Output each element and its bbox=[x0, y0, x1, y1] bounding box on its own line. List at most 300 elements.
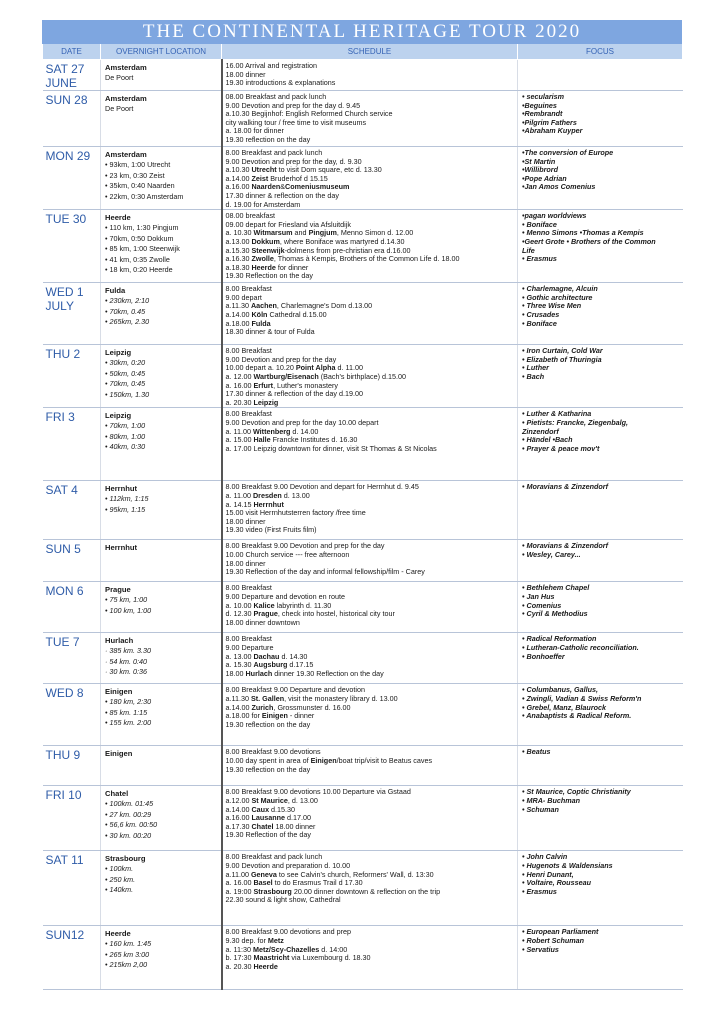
route-leg: • 100 km, 1:00 bbox=[105, 605, 152, 615]
route-leg: • 93km, 1:00 Utrecht bbox=[105, 160, 171, 169]
focus-item: •Jan Amos Comenius bbox=[522, 182, 596, 192]
focus-cell bbox=[518, 147, 683, 210]
schedule-line: 18.00 dinner downtown bbox=[225, 617, 300, 627]
date-text: SAT 27 bbox=[45, 62, 85, 76]
place-name: Halle bbox=[253, 435, 271, 445]
route-leg: • 265 km 3:00 bbox=[105, 949, 150, 959]
focus-item: • MRA- Buchman bbox=[522, 795, 581, 805]
schedule-line: 18.30 dinner & tour of Fulda bbox=[225, 327, 315, 337]
table-row bbox=[43, 540, 683, 582]
schedule-line: a. 11.00 Dresden d. 13.00 bbox=[225, 490, 310, 500]
focus-item: •Pope Adrian bbox=[522, 173, 567, 183]
route-leg: • 70km, 0.45 bbox=[105, 306, 146, 316]
route-leg: • 140km. bbox=[105, 885, 134, 895]
route-leg: • 75 km, 1:00 bbox=[105, 595, 148, 605]
focus-cell bbox=[518, 746, 683, 786]
schedule-line: 19.30 introductions & explanations bbox=[225, 78, 336, 88]
route-leg: • 265km, 2.30 bbox=[105, 317, 150, 327]
focus-item: • Three Wise Men bbox=[522, 301, 582, 311]
location-name: Heerde bbox=[105, 213, 131, 223]
route-leg: • 95km, 1:15 bbox=[105, 504, 146, 514]
schedule-cell bbox=[222, 851, 518, 926]
schedule-line: 8.00 Breakfast 9.00 devotions and prep bbox=[225, 927, 351, 937]
date-text: SUN 5 bbox=[45, 542, 81, 557]
schedule-line: 9.00 Devotion and prep for the day bbox=[225, 354, 337, 364]
location-name: Amsterdam bbox=[105, 150, 147, 159]
schedule-line: 9.00 Departure bbox=[225, 642, 274, 652]
schedule-cell bbox=[222, 481, 518, 540]
date-text: JULY bbox=[45, 299, 74, 314]
focus-item: • Luther bbox=[522, 363, 549, 373]
schedule-line: 9.30 dep. for Metz bbox=[225, 935, 284, 945]
date-text: WED 8 bbox=[45, 686, 84, 701]
route-leg: • 100km. 01:45 bbox=[105, 799, 154, 809]
schedule-line: b. 17:30 Maastricht via Luxembourg d. 18.30 bbox=[225, 953, 371, 963]
focus-item: • Gothic architecture bbox=[522, 292, 593, 302]
schedule-line: 9.00 Devotion and prep for the day d. 9.45 bbox=[225, 100, 361, 110]
focus-cell bbox=[518, 786, 683, 851]
focus-item: Life bbox=[522, 245, 535, 255]
location-name: Einigen bbox=[105, 687, 133, 697]
date-text: SAT 11 bbox=[45, 853, 84, 868]
schedule-line: 19.30 Reflection of the day bbox=[225, 830, 312, 840]
route-leg: • 41 km, 0:35 Zwolle bbox=[105, 254, 170, 264]
route-leg: • 30km, 0:20 bbox=[105, 358, 146, 368]
schedule-line: a.15.30 Steenwijk-dolmens from pre-christian era d.16.00 bbox=[225, 245, 411, 255]
schedule-line: 8.00 Breakfast 9.00 devotions bbox=[225, 747, 321, 757]
place-name: Metz bbox=[267, 935, 284, 945]
location-name: Leipzig bbox=[105, 411, 132, 421]
table-row bbox=[43, 283, 683, 345]
schedule-line: a.16.00 Lausanne d.17.00 bbox=[225, 813, 312, 823]
focus-item: • Servatius bbox=[522, 944, 559, 954]
schedule-line: 17.30 dinner & reflection of the day d.19.00 bbox=[225, 389, 363, 399]
location-cell bbox=[101, 582, 222, 633]
focus-item: • Zwingli, Vadian & Swiss Reform'n bbox=[522, 693, 642, 703]
schedule-cell bbox=[222, 345, 518, 408]
location-name: Amsterdam bbox=[105, 63, 147, 72]
focus-cell bbox=[518, 926, 683, 990]
place-name: Heerde bbox=[251, 262, 276, 272]
tour-table bbox=[42, 44, 683, 990]
focus-item: • Pietists: Francke, Ziegenbalg, bbox=[522, 417, 628, 427]
table-row bbox=[43, 746, 683, 786]
schedule-line: 15.00 visit Herrnhutsterren factory /free time bbox=[225, 508, 366, 518]
place-name: Aachen bbox=[250, 301, 277, 311]
date-text: TUE 30 bbox=[45, 212, 87, 227]
route-leg: • 80km, 1:00 bbox=[105, 431, 146, 441]
route-leg: • 85 km, 1:00 Steenwijk bbox=[105, 244, 180, 254]
schedule-line: a. 13.00 Dachau d. 14.30 bbox=[225, 651, 308, 661]
schedule-line: 8.00 Breakfast 9.00 devotions 10.00 Departure via Gstaad bbox=[225, 787, 411, 797]
location-cell bbox=[101, 210, 222, 283]
location-name: Herrnhut bbox=[105, 543, 138, 553]
schedule-line: a. 11:30 Metz/Scy-Chazelles d. 14:00 bbox=[225, 944, 348, 954]
route-leg: • 70km, 1:00 bbox=[105, 421, 146, 431]
focus-item: • Grebel, Manz, Blaurock bbox=[522, 702, 606, 712]
focus-item: • Cyril & Methodius bbox=[522, 609, 588, 619]
focus-item: • Prayer & peace mov't bbox=[522, 443, 600, 453]
location-cell bbox=[101, 345, 222, 408]
schedule-line: 8.00 Breakfast bbox=[225, 583, 272, 593]
location-name: Hurlach bbox=[105, 636, 134, 646]
date-text: WED 1 bbox=[45, 285, 84, 300]
focus-cell bbox=[518, 345, 683, 408]
date-cell bbox=[43, 60, 101, 91]
place-name: Zwolle bbox=[251, 254, 274, 264]
schedule-line: a.18.00 Fulda bbox=[225, 318, 271, 328]
route-leg: • 70km, 0:50 Dokkum bbox=[105, 233, 174, 243]
focus-item: •Rembrandt bbox=[522, 109, 563, 119]
focus-item: • European Parliament bbox=[522, 927, 599, 937]
focus-item: • Bethlehem Chapel bbox=[522, 583, 590, 593]
place-name: Einigen bbox=[310, 755, 337, 765]
schedule-line: 19.30 reflection on the day bbox=[225, 134, 311, 144]
location-cell bbox=[101, 746, 222, 786]
focus-item: • Bach bbox=[522, 371, 545, 381]
focus-cell bbox=[518, 540, 683, 582]
focus-cell bbox=[518, 582, 683, 633]
place-name: Basel bbox=[253, 878, 273, 888]
date-text: SAT 4 bbox=[45, 483, 78, 498]
focus-item: • Crusades bbox=[522, 309, 560, 319]
schedule-line: 8.00 Breakfast bbox=[225, 346, 272, 356]
schedule-line: 18.00 Hurlach dinner 19.30 Reflection on the day bbox=[225, 668, 384, 678]
location-cell bbox=[101, 91, 222, 147]
route-leg: • 180 km, 2:30 bbox=[105, 697, 152, 707]
schedule-line: 09.00 depart for Friesland via Afsluitdijk bbox=[225, 219, 351, 229]
schedule-line: a.14.00 Zeist Bruderhof d 15.15 bbox=[225, 173, 328, 183]
location-name: Prague bbox=[105, 585, 131, 595]
location-cell bbox=[101, 60, 222, 91]
route-leg: • 230km, 2:10 bbox=[105, 296, 150, 306]
route-leg: • 250 km. bbox=[105, 874, 136, 884]
focus-item: • Radical Reformation bbox=[522, 634, 597, 644]
place-name: Köln bbox=[251, 309, 268, 319]
focus-item: Zinzendorf bbox=[522, 426, 559, 436]
schedule-line: city walking tour / free time to visit museums bbox=[225, 117, 367, 127]
route-leg: • 150km, 1.30 bbox=[105, 389, 150, 399]
schedule-cell bbox=[222, 684, 518, 746]
focus-cell bbox=[518, 633, 683, 684]
place-name: Dresden bbox=[252, 490, 282, 500]
schedule-line: 17.30 dinner & reflection on the day bbox=[225, 190, 339, 200]
schedule-line: a. 11.00 Wittenberg d. 14.00 bbox=[225, 426, 319, 436]
schedule-cell bbox=[222, 408, 518, 481]
focus-item: •Geert Grote • Brothers of the Common bbox=[522, 236, 656, 246]
focus-item: •St Martin bbox=[522, 156, 556, 166]
schedule-line: 19.30 reflection on the day bbox=[225, 719, 311, 729]
schedule-line: 8.00 Breakfast 9.00 Departure and devotion bbox=[225, 685, 365, 695]
date-text: FRI 10 bbox=[45, 788, 82, 803]
date-cell bbox=[43, 684, 101, 746]
focus-item: • Erasmus bbox=[522, 886, 557, 896]
route-leg: · 385 km. 3.30 bbox=[105, 646, 151, 656]
header-schedule: SCHEDULE bbox=[222, 44, 518, 60]
table-row bbox=[43, 851, 683, 926]
route-leg: • 50km, 0:45 bbox=[105, 368, 146, 378]
header-date: DATE bbox=[43, 44, 101, 60]
schedule-cell bbox=[222, 91, 518, 147]
schedule-line: 19.30 reflection on the day bbox=[225, 764, 311, 774]
focus-item: •Willibrord bbox=[522, 165, 558, 175]
schedule-line: 9.00 Devotion and preparation d. 10.00 bbox=[225, 860, 351, 870]
place-name: Geneva bbox=[250, 869, 277, 879]
date-text: SUN12 bbox=[45, 928, 85, 943]
focus-item: •Pilgrim Fathers bbox=[522, 117, 577, 127]
focus-cell bbox=[518, 91, 683, 147]
place-name: Wartburg/Eisenach bbox=[253, 371, 319, 381]
schedule-cell bbox=[222, 147, 518, 210]
date-text: THU 2 bbox=[45, 347, 81, 362]
focus-item: •Beguines bbox=[522, 100, 557, 110]
schedule-line: 8.00 Breakfast bbox=[225, 634, 272, 644]
date-cell bbox=[43, 926, 101, 990]
focus-item: • Henri Dunant, bbox=[522, 869, 574, 879]
route-leg: • 215km 2,00 bbox=[105, 960, 148, 970]
schedule-cell bbox=[222, 283, 518, 345]
place-name: Dokkum bbox=[251, 236, 280, 246]
focus-cell bbox=[518, 408, 683, 481]
date-cell bbox=[43, 91, 101, 147]
route-leg: • 112km, 1:15 bbox=[105, 494, 149, 504]
focus-item: • St Maurice, Coptic Christianity bbox=[522, 787, 631, 797]
schedule-cell bbox=[222, 926, 518, 990]
date-cell bbox=[43, 851, 101, 926]
page-title: THE CONTINENTAL HERITAGE TOUR 2020 bbox=[42, 20, 682, 44]
place-name: Zurich bbox=[251, 702, 274, 712]
table-body bbox=[43, 60, 683, 990]
date-cell bbox=[43, 283, 101, 345]
place-name: Steenwijk bbox=[251, 245, 285, 255]
place-name: Wittenberg bbox=[252, 426, 291, 436]
schedule-line: a.11.30 St. Gallen, visit the monastery library d. 13.00 bbox=[225, 693, 398, 703]
location-cell bbox=[101, 633, 222, 684]
schedule-line: 19.30 Reflection of the day and informal fellowship/film - Carey bbox=[225, 567, 425, 577]
schedule-line: 8.00 Breakfast 9.00 Devotion and prep for the day bbox=[225, 541, 385, 551]
schedule-line: 9.00 depart bbox=[225, 292, 262, 302]
schedule-line: 18.00 dinner bbox=[225, 516, 266, 526]
date-cell bbox=[43, 633, 101, 684]
date-cell bbox=[43, 408, 101, 481]
route-leg: · 30 km. 0:36 bbox=[105, 667, 147, 677]
schedule-line: d. 19.00 for Amsterdam bbox=[225, 199, 301, 209]
place-name: Pingjum bbox=[308, 228, 337, 238]
focus-item: • Bonhoeffer bbox=[522, 651, 565, 661]
header-location: OVERNIGHT LOCATION bbox=[101, 44, 222, 60]
schedule-line: a. 17.00 Leipzig downtown for dinner, visit St Thomas & St Nicolas bbox=[225, 443, 437, 453]
schedule-line: 8.00 Breakfast and pack lunch bbox=[225, 852, 323, 862]
route-leg: • 160 km. 1:45 bbox=[105, 939, 152, 949]
schedule-line: a. 20.30 Heerde bbox=[225, 961, 278, 971]
place-name: Witmarsum bbox=[253, 228, 293, 238]
date-cell bbox=[43, 210, 101, 283]
table-header-row bbox=[43, 44, 683, 60]
place-name: Leipzig bbox=[253, 397, 279, 407]
route-leg: • 100km. bbox=[105, 864, 134, 874]
location-cell bbox=[101, 540, 222, 582]
schedule-line: a.14.00 Zurich, Grossmunster d. 16.00 bbox=[225, 702, 351, 712]
schedule-line: a.16.00 Naarden&Comeniusmuseum bbox=[225, 182, 350, 192]
place-name: Hurlach bbox=[245, 668, 273, 678]
table-row bbox=[43, 481, 683, 540]
location-cell bbox=[101, 481, 222, 540]
location-name: Fulda bbox=[105, 286, 126, 296]
schedule-line: 9.00 Departure and devotion en route bbox=[225, 591, 345, 601]
table-row bbox=[43, 147, 683, 210]
route-leg: • 18 km, 0:20 Heerde bbox=[105, 265, 173, 275]
schedule-cell bbox=[222, 633, 518, 684]
table-row bbox=[43, 684, 683, 746]
schedule-cell bbox=[222, 582, 518, 633]
focus-item: • Menno Simons •Thomas a Kempis bbox=[522, 228, 644, 238]
focus-item: • secularism bbox=[522, 92, 565, 101]
focus-item: • Erasmus bbox=[522, 254, 557, 264]
focus-item: • Charlemagne, Alcuin bbox=[522, 284, 598, 294]
location-name: Herrnhut bbox=[105, 484, 138, 494]
focus-item: • Schuman bbox=[522, 804, 559, 814]
table-row bbox=[43, 633, 683, 684]
schedule-line: a.13.00 Dokkum, where Boniface was martyred d.14.30 bbox=[225, 236, 405, 246]
schedule-line: a. 15.00 Halle Francke Institutes d. 16.30 bbox=[225, 435, 358, 445]
date-text: MON 6 bbox=[45, 584, 84, 599]
schedule-line: a. 16.00 Basel to do Erasmus Trail d 17.30 bbox=[225, 878, 363, 888]
place-name: St Maurice bbox=[251, 795, 288, 805]
schedule-line: a. 20.30 Leipzig bbox=[225, 397, 279, 407]
date-text: SUN 28 bbox=[45, 93, 88, 107]
place-name: Kalice bbox=[253, 600, 275, 610]
date-cell bbox=[43, 345, 101, 408]
schedule-line: a.10.30 Utrecht to visit Dom square, etc d. 13.30 bbox=[225, 165, 382, 175]
schedule-cell bbox=[222, 746, 518, 786]
focus-item: • Robert Schuman bbox=[522, 935, 585, 945]
date-text: FRI 3 bbox=[45, 410, 75, 425]
focus-cell bbox=[518, 684, 683, 746]
schedule-line: a.12.00 St Maurice, d. 13.00 bbox=[225, 795, 318, 805]
table-row bbox=[43, 60, 683, 91]
place-name: Dachau bbox=[253, 651, 280, 661]
schedule-line: 22.30 sound & light show, Cathedral bbox=[225, 895, 341, 905]
route-leg: • 23 km, 0:30 Zeist bbox=[105, 170, 165, 180]
schedule-line: a.17.30 Chatel 18.00 dinner bbox=[225, 821, 316, 831]
place-name: Point Alpha bbox=[295, 363, 336, 373]
place-name: Chatel bbox=[251, 821, 274, 831]
place-name: Heerde bbox=[253, 961, 278, 971]
schedule-line: 19.30 video (First Fruits film) bbox=[225, 525, 317, 535]
schedule-line: 18.00 dinner bbox=[225, 558, 266, 568]
location-cell bbox=[101, 851, 222, 926]
schedule-line: a.11.30 Aachen, Charlemagne's Dom d.13.00 bbox=[225, 301, 373, 311]
location-venue: De Poort bbox=[105, 104, 134, 113]
schedule-line: 9.00 Devotion and prep for the day 10.00 depart bbox=[225, 417, 379, 427]
location-cell bbox=[101, 926, 222, 990]
focus-cell bbox=[518, 481, 683, 540]
focus-item: • Moravians & Zinzendorf bbox=[522, 541, 608, 551]
schedule-line: a. 10.00 Kalice labyrinth d. 11.30 bbox=[225, 600, 332, 610]
place-name: Comeniusmuseum bbox=[285, 182, 350, 192]
route-leg: · 54 km. 0:40 bbox=[105, 656, 147, 666]
route-leg: • 85 km. 1:15 bbox=[105, 707, 148, 717]
date-cell bbox=[43, 540, 101, 582]
schedule-line: a. 19:00 Strasbourg 20.00 dinner downtown & reflection on the trip bbox=[225, 886, 441, 896]
date-cell bbox=[43, 746, 101, 786]
focus-item: • Comenius bbox=[522, 600, 562, 610]
schedule-line: 19.30 Reflection on the day bbox=[225, 271, 314, 281]
focus-item: • Iron Curtain, Cold War bbox=[522, 346, 603, 356]
location-name: Leipzig bbox=[105, 348, 132, 358]
focus-cell bbox=[518, 210, 683, 283]
location-cell bbox=[101, 408, 222, 481]
schedule-line: a. 15.30 Augsburg d.17.15 bbox=[225, 660, 314, 670]
route-leg: • 22km, 0:30 Amsterdam bbox=[105, 191, 184, 201]
focus-item: • Wesley, Carey... bbox=[522, 549, 581, 559]
date-text: JUNE bbox=[45, 76, 77, 90]
schedule-line: a.18.30 Heerde for dinner bbox=[225, 262, 309, 272]
route-leg: • 70km, 0:45 bbox=[105, 379, 146, 389]
place-name: Augsburg bbox=[253, 660, 288, 670]
place-name: Strasbourg bbox=[253, 886, 292, 896]
table-row bbox=[43, 210, 683, 283]
location-name: Amsterdam bbox=[105, 94, 147, 103]
date-text: TUE 7 bbox=[45, 635, 80, 650]
route-leg: • 30 km. 00:20 bbox=[105, 830, 152, 840]
table-row bbox=[43, 408, 683, 481]
schedule-cell bbox=[222, 786, 518, 851]
schedule-line: 8.00 Breakfast 9.00 Devotion and depart for Herrnhut d. 9.45 bbox=[225, 482, 419, 492]
focus-item: • Jan Hus bbox=[522, 591, 555, 601]
schedule-line: 10.00 day spent in area of Einigen/boat trip/visit to Beatus caves bbox=[225, 755, 433, 765]
date-cell bbox=[43, 786, 101, 851]
focus-item: • Anabaptists & Radical Reform. bbox=[522, 711, 632, 721]
place-name: Naarden bbox=[251, 182, 281, 192]
schedule-line: a.11.00 Geneva to see Calvin's church, Reformers' Wall, d. 13:30 bbox=[225, 869, 434, 879]
schedule-line: d. 12.30 Prague, check into hostel, historical city tour bbox=[225, 609, 395, 619]
focus-item: • Hugenots & Waldensians bbox=[522, 860, 613, 870]
schedule-line: a.14.00 Köln Cathedral d.15.00 bbox=[225, 309, 327, 319]
schedule-line: a. 10.30 Witmarsum and Pingjum, Menno Simon d. 12.00 bbox=[225, 228, 414, 238]
place-name: Caux bbox=[251, 804, 270, 814]
schedule-line: 08.00 Breakfast and pack lunch bbox=[225, 92, 327, 101]
focus-item: • Beatus bbox=[522, 747, 551, 757]
place-name: Metz/Scy-Chazelles bbox=[252, 944, 320, 954]
location-name: Einigen bbox=[105, 749, 133, 759]
date-text: MON 29 bbox=[45, 149, 91, 163]
location-cell bbox=[101, 147, 222, 210]
focus-item: • Luther & Katharina bbox=[522, 409, 592, 419]
schedule-line: a.10.30 Begijnhof: English Reformed Church service bbox=[225, 109, 393, 119]
route-leg: • 35km, 0:40 Naarden bbox=[105, 181, 175, 190]
focus-item: • Voltaire, Rousseau bbox=[522, 878, 591, 888]
date-cell bbox=[43, 147, 101, 210]
schedule-line: 8.00 Breakfast and pack lunch bbox=[225, 148, 323, 157]
place-name: Lausanne bbox=[251, 813, 286, 823]
schedule-line: a.18.00 for Einigen - dinner bbox=[225, 711, 315, 721]
focus-item: • Columbanus, Gallus, bbox=[522, 685, 598, 695]
table-row bbox=[43, 91, 683, 147]
focus-item: • John Calvin bbox=[522, 852, 568, 862]
focus-item: •pagan worldviews bbox=[522, 211, 587, 221]
focus-item: •The conversion of Europe bbox=[522, 148, 614, 157]
schedule-line: 8.00 Breakfast bbox=[225, 409, 272, 419]
schedule-line: a.16.30 Zwolle, Thomas à Kempis, Brothers of the Common Life d. 18.00 bbox=[225, 254, 460, 264]
schedule-line: a.14.00 Caux d.15.30 bbox=[225, 804, 296, 814]
focus-cell bbox=[518, 60, 683, 91]
location-cell bbox=[101, 283, 222, 345]
place-name: Utrecht bbox=[251, 165, 277, 175]
route-leg: • 56,6 km. 00:50 bbox=[105, 820, 158, 830]
location-cell bbox=[101, 684, 222, 746]
table-row bbox=[43, 345, 683, 408]
